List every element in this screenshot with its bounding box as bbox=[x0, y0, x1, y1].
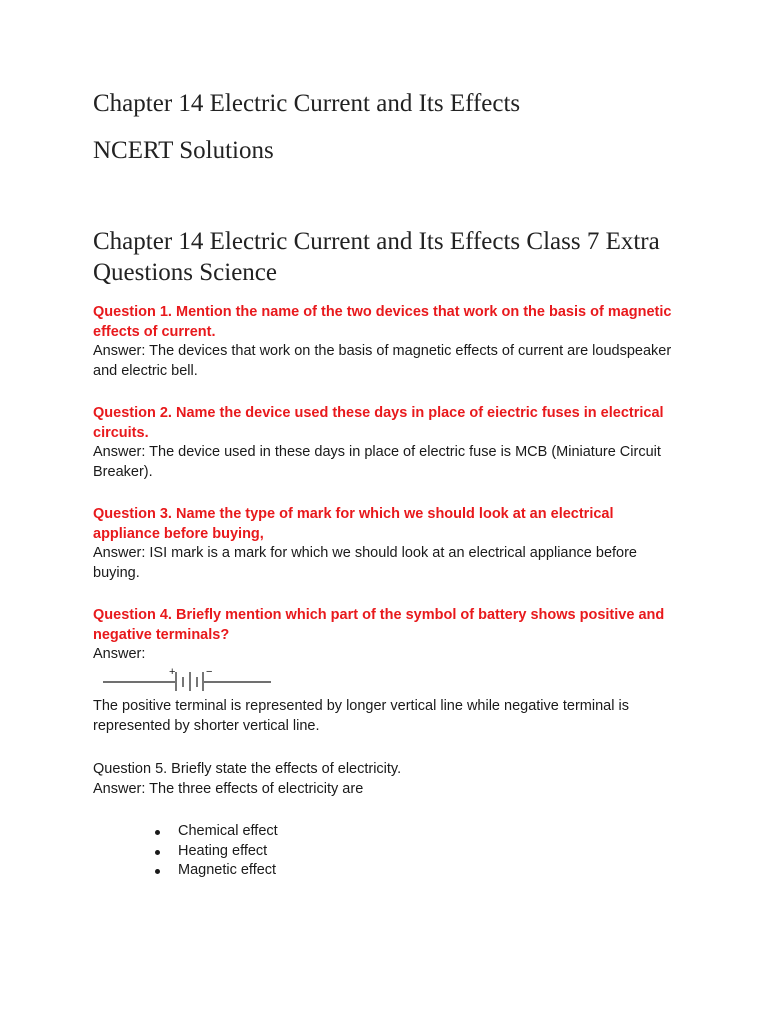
battery-minus-label: − bbox=[206, 666, 213, 678]
answer-1: Answer: The devices that work on the basis of magnetic effects of current are loudspeaker and electric bell. bbox=[93, 343, 672, 379]
question-1: Question 1. Mention the name of the two devices that work on the basis of magnetic effects of current. bbox=[93, 304, 672, 340]
bullet-icon bbox=[155, 830, 160, 835]
question-4: Question 4. Briefly mention which part of the symbol of battery shows positive and negative terminals? bbox=[93, 607, 665, 643]
effect-label: Chemical effect bbox=[178, 823, 278, 839]
list-item bbox=[155, 822, 278, 842]
battery-explanation: The positive terminal is represented by longer vertical line while negative terminal is represented by shorter vertical line. bbox=[93, 698, 629, 734]
qa-item-4 bbox=[93, 606, 683, 665]
section-heading: Chapter 14 Electric Current and Its Effects Class 7 Extra Questions Science bbox=[93, 228, 660, 286]
chapter-title: Chapter 14 Electric Current and Its Effects bbox=[93, 90, 521, 117]
qa-item-5 bbox=[93, 760, 683, 799]
effect-label: Heating effect bbox=[178, 842, 268, 859]
answer-2: Answer: The device used in these days in place of electric fuse is MCB (Miniature Circuit Breaker). bbox=[93, 444, 661, 480]
answer-4: Answer: bbox=[93, 646, 146, 662]
battery-symbol-icon bbox=[103, 666, 273, 692]
battery-plus-label: + bbox=[169, 666, 176, 678]
question-3: Question 3. Name the type of mark for which we should look at an electrical appliance before buying, bbox=[93, 506, 614, 542]
answer-5: Answer: The three effects of electricity are bbox=[93, 780, 364, 797]
bullet-icon bbox=[155, 850, 160, 855]
answer-3: Answer: ISI mark is a mark for which we should look at an electrical appliance before buying. bbox=[93, 545, 637, 581]
list-item bbox=[155, 842, 278, 862]
qa-item-1 bbox=[93, 303, 683, 381]
bullet-icon bbox=[155, 869, 160, 874]
question-2: Question 2. Name the device used these days in place of eiectric fuses in electrical circuits. bbox=[93, 405, 664, 441]
question-5: Question 5. Briefly state the effects of electricity. bbox=[93, 761, 402, 777]
effects-list bbox=[155, 822, 278, 881]
chapter-subtitle: NCERT Solutions bbox=[93, 137, 274, 164]
qa-item-2 bbox=[93, 404, 683, 482]
list-item bbox=[155, 861, 278, 881]
qa-item-3 bbox=[93, 505, 683, 583]
effect-label: Magnetic effect bbox=[178, 862, 277, 878]
